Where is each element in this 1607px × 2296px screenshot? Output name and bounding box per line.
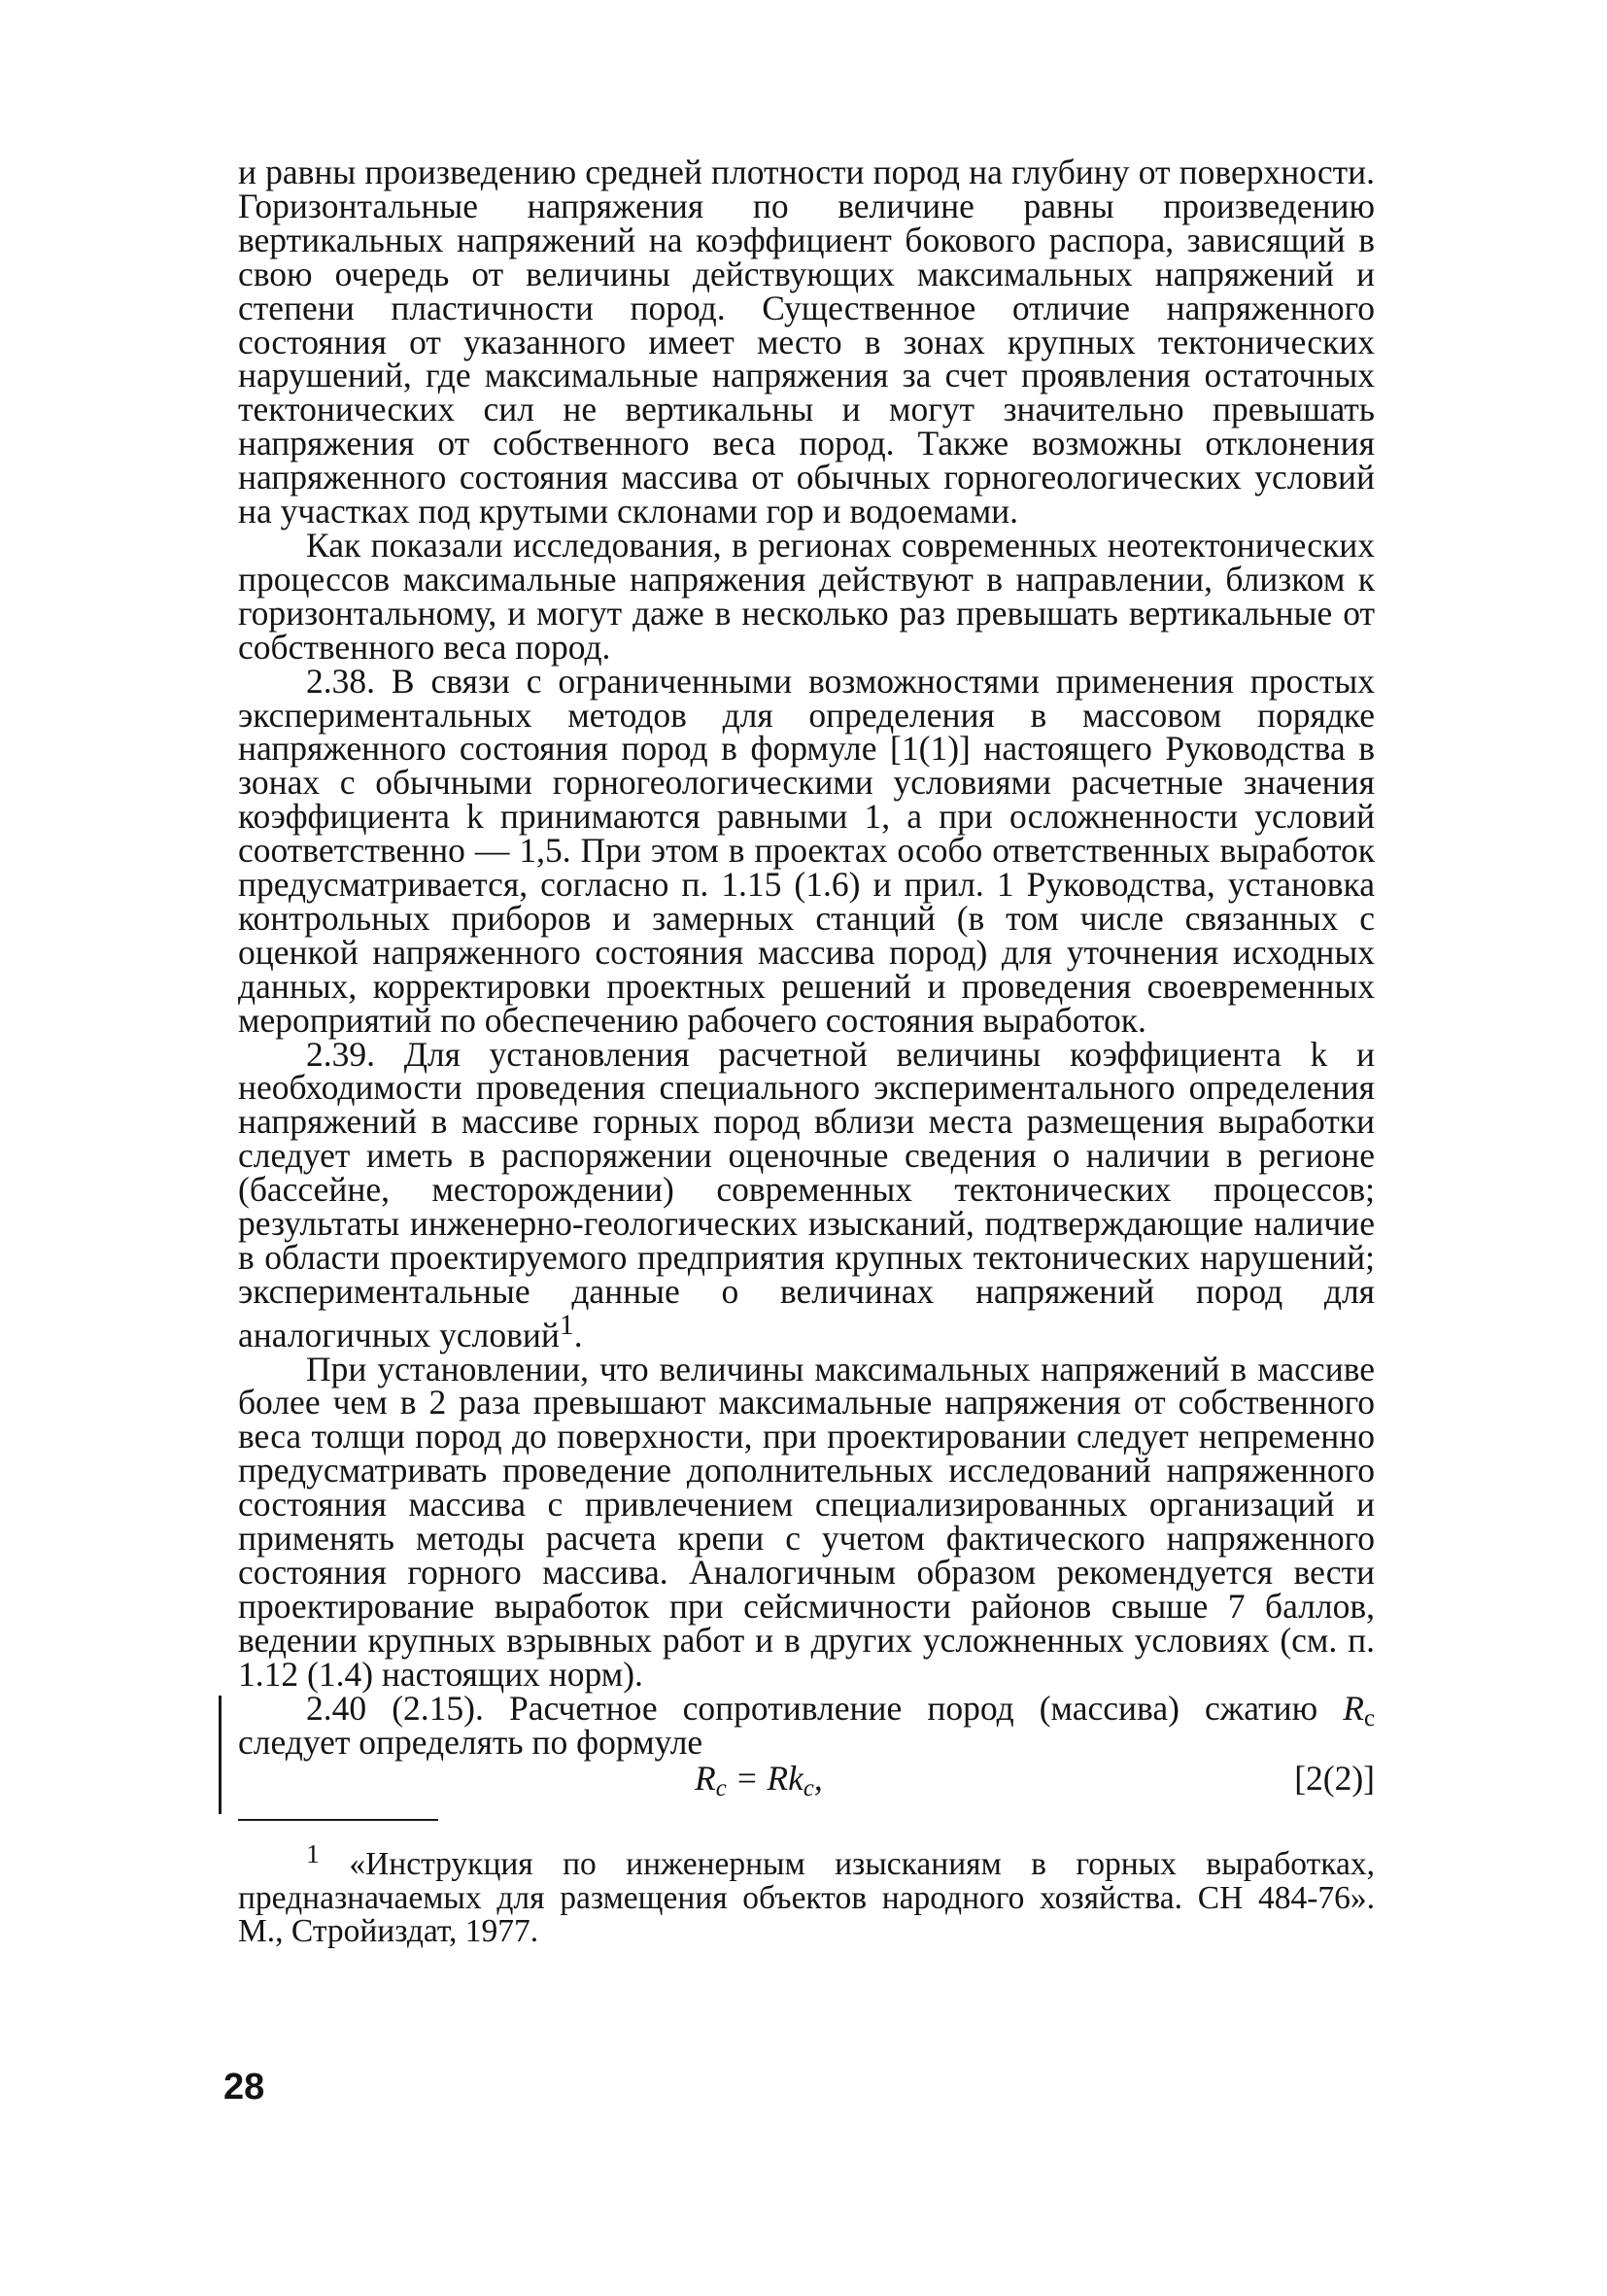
formula-rhs-subscript: с xyxy=(803,1775,814,1802)
symbol-r-subscript: с xyxy=(1363,1704,1375,1731)
formula-number: [2(2)] xyxy=(1294,1759,1375,1799)
paragraph-2-39-end: . xyxy=(573,1315,583,1354)
footnote-divider xyxy=(238,1819,438,1821)
formula-lhs-subscript: с xyxy=(715,1775,727,1802)
paragraph-2-40-end: следует определять по формуле xyxy=(238,1722,703,1762)
footnote-ref: 1 xyxy=(559,1309,574,1341)
paragraph-seismic: При установлении, что величины максимальных напряжений в массиве более чем в 2 раза превышают максимальные напряжения от собственного веса толщи пород до поверхности, при проектировании следует непременно предусматривать проведение дополнительных исследований напряженного состояния массива с привлечением специализированных организаций и применять методы расчета крепи с учетом фактического напряженного состояния горного массива. Аналогичным образом рекомендуется вести проектирование выработок при сейсмичности районов свыше 7 баллов, ведении крупных взрывных работ и в других усложненных условиях (см. п. 1.12 (1.4) настоящих норм). xyxy=(238,1349,1375,1694)
footnote xyxy=(238,1838,1375,1947)
paragraph-2-40 xyxy=(238,1688,1375,1762)
footnote-text: «Инструкция по инженерным изысканиям в горных выработках, предназначаемых для размещения объектов народного хозяйства. СН 484-76». М., Стройиздат, 1977. xyxy=(238,1846,1375,1949)
formula xyxy=(695,1759,823,1802)
footnote-mark: 1 xyxy=(306,1839,320,1870)
revision-bar xyxy=(219,1696,222,1814)
paragraph-2-38: 2.38. В связи с ограниченными возможностями применения простых экспериментальных методов для определения в массовом порядке напряженного состояния пород в формуле [1(1)] настоящего Руководства в зонах с обычными горногеологическими условиями расчетные значения коэффициента k принимаются равными 1, а при осложненности условий соответственно — 1,5. При этом в проектах особо ответственных выработок предусматривается, согласно п. 1.15 (1.6) и прил. 1 Руководства, установка контрольных приборов и замерных станций (в том числе связанных с оценкой напряженного состояния массива пород) для уточнения исходных данных, корректировки проектных решений и проведения своевременных мероприятий по обеспечению рабочего состояния выработок. xyxy=(238,661,1375,1040)
paragraph-2-40-text: 2.40 (2.15). Расчетное сопротивление пород (массива) сжатию xyxy=(306,1688,1344,1728)
page-number: 28 xyxy=(223,2067,265,2108)
formula-comma: , xyxy=(813,1759,823,1799)
paragraph-2-39-text: 2.39. Для установления расчетной величины коэффициента k и необходимости проведения специального экспериментального определения напряжений в массиве горных пород вблизи места размещения выработки следует иметь в распоряжении оценочные сведения о наличии в регионе (бассейне, месторождении) современных тектонических процессов; результаты инженерно-геологических изысканий, подтверждающие наличие в области проектируемого предприятия крупных тектонических нарушений; экспериментальные данные о величинах напряжений пород для аналогичных условий xyxy=(238,1034,1375,1354)
paragraph-2-39 xyxy=(238,1034,1375,1354)
page-body xyxy=(238,155,1375,1948)
paragraph-2-40-block xyxy=(238,1688,1375,1802)
paragraph-neotectonic: Как показали исследования, в регионах современных неотектонических процессов максимальные напряжения действуют в направлении, близком к горизонтальному, и могут даже в несколько раз превышать вертикальные от собственного веса пород. xyxy=(238,525,1375,667)
symbol-r: R xyxy=(1343,1688,1364,1728)
formula-rhs: = Rk xyxy=(726,1759,804,1799)
paragraph-continuation: и равны произведению средней плотности пород на глубину от поверхности. Горизонтальные напряжения по величине равны произведению вертикальных напряжений на коэффициент бокового распора, зависящий в свою очередь от величины действующих максимальных напряжений и степени пластичности пород. Существенное отличие напряженного состояния от указанного имеет место в зонах крупных тектонических нарушений, где максимальные напряжения за счет проявления остаточных тектонических сил не вертикальны и могут значительно превышать напряжения от собственного веса пород. Также возможны отклонения напряженного состояния массива от обычных горногеологических условий на участках под крутыми склонами гор и водоемами. xyxy=(238,153,1375,531)
formula-lhs: R xyxy=(695,1759,716,1799)
formula-line xyxy=(238,1759,1375,1802)
main-text xyxy=(238,153,1375,1802)
